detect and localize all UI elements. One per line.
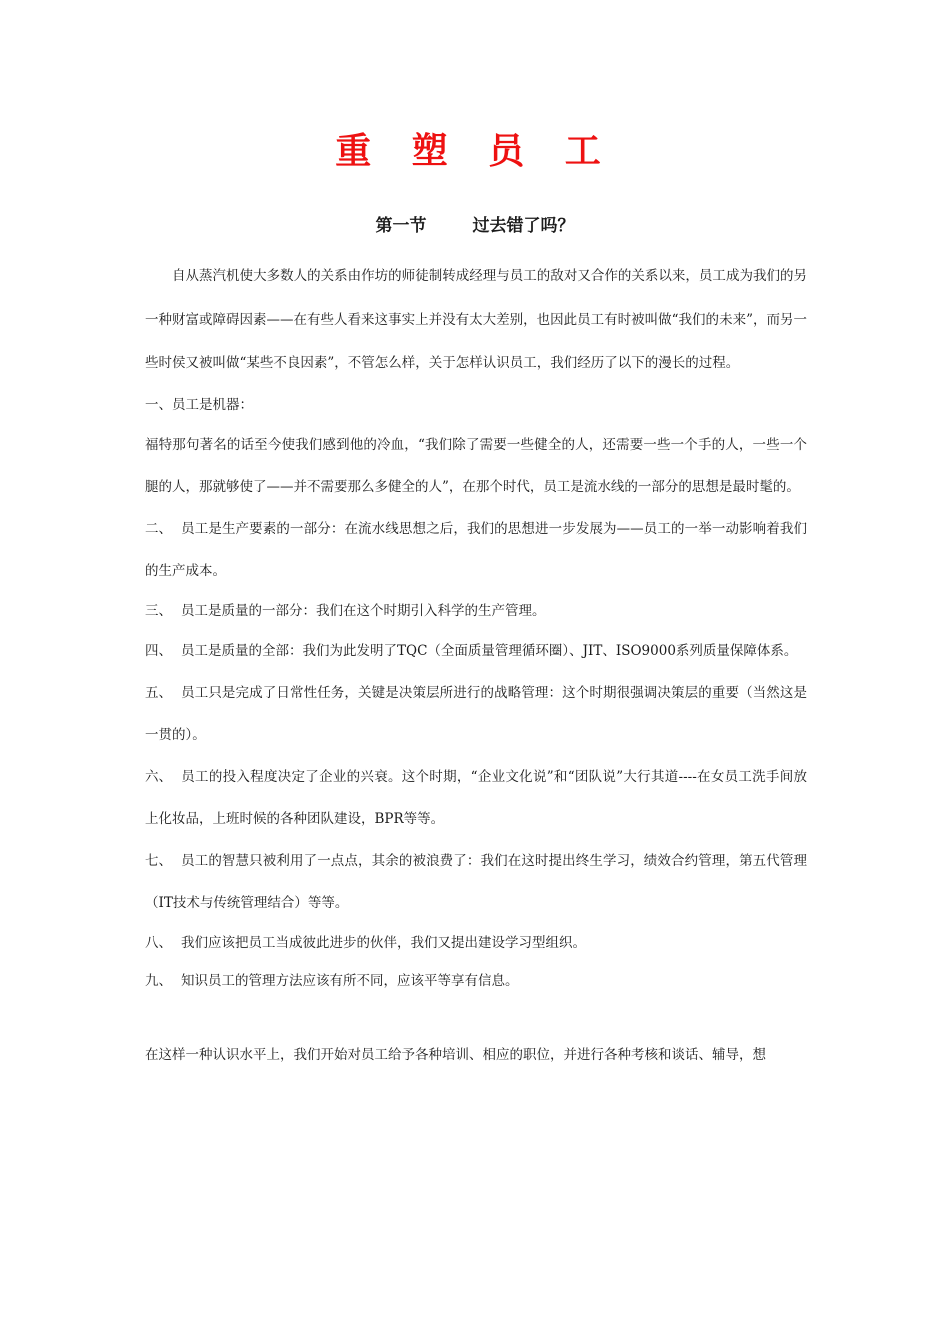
stage-1-text: 福特那句著名的话至今使我们感到他的冷血，“我们除了需要一些健全的人，还需要一些一个手的人，一些一个腿的人，那就够使了——并不需要那么多健全的人”，在那个时代，员工是流水线的一部分的思想是最时髦的。	[145, 436, 807, 495]
section-number: 第一节	[375, 216, 427, 236]
stage-item	[145, 924, 807, 962]
stage-text: 员工是生产要素的一部分：在流水线思想之后，我们的思想进一步发展为——员工的一举一动影响着我们的生产成本。	[145, 520, 807, 579]
document-title: 重 塑 员 工	[335, 131, 615, 172]
stage-marker: 七、	[145, 852, 172, 869]
stage-marker: 五、	[145, 684, 172, 701]
stage-marker: 四、	[145, 642, 172, 659]
stage-marker: 三、	[145, 602, 172, 619]
stage-text: 我们应该把员工当成彼此进步的伙伴，我们又提出建设学习型组织。	[181, 934, 586, 951]
section-heading	[0, 214, 950, 238]
stage-text: 员工的投入程度决定了企业的兴衰。这个时期，“企业文化说”和“团队说”大行其道----在女员工洗手间放上化妆品，上班时候的各种团队建设，BPR等等。	[145, 768, 807, 827]
section-title: 过去错了吗？	[472, 216, 575, 236]
stage-item	[145, 592, 807, 630]
closing-paragraph: 在这样一种认识水平上，我们开始对员工给予各种培训、相应的职位，并进行各种考核和谈话、辅导，想	[145, 1046, 766, 1063]
stage-marker: 六、	[145, 768, 172, 785]
paragraph-gap	[145, 1000, 807, 1036]
stage-text: 员工是质量的全部：我们为此发明了TQC（全面质量管理循环圈）、JIT、ISO9000系列质量保障体系。	[181, 642, 798, 659]
stage-marker: 八、	[145, 934, 172, 951]
document-body	[145, 255, 807, 1074]
stage-item	[145, 672, 807, 756]
intro-paragraph: 自从蒸汽机使大多数人的关系由作坊的师徒制转成经理与员工的敌对又合作的关系以来，员工成为我们的另一种财富或障碍因素——在有些人看来这事实上并没有太大差别，也因此员工有时被叫做“我们的未来”，而另一些时侯又被叫做“某些不良因素”，不管怎么样，关于怎样认识员工，我们经历了以下的漫长的过程。	[145, 268, 807, 371]
stage-text: 知识员工的管理方法应该有所不同，应该平等享有信息。	[181, 972, 519, 989]
stage-text: 员工的智慧只被利用了一点点，其余的被浪费了：我们在这时提出终生学习，绩效合约管理，第五代管理（IT技术与传统管理结合）等等。	[145, 852, 807, 911]
stage-text: 员工只是完成了日常性任务，关键是决策层所进行的战略管理：这个时期很强调决策层的重要（当然这是一贯的）。	[145, 684, 807, 743]
stage-item	[145, 756, 807, 840]
stage-marker: 二、	[145, 520, 172, 537]
stage-item	[145, 630, 807, 672]
stage-1-heading: 一、员工是机器：	[145, 396, 253, 413]
stage-text: 员工是质量的一部分：我们在这个时期引入科学的生产管理。	[181, 602, 546, 619]
stage-marker: 九、	[145, 972, 172, 989]
stage-item	[145, 962, 807, 1000]
stage-item	[145, 840, 807, 924]
stage-item	[145, 508, 807, 592]
